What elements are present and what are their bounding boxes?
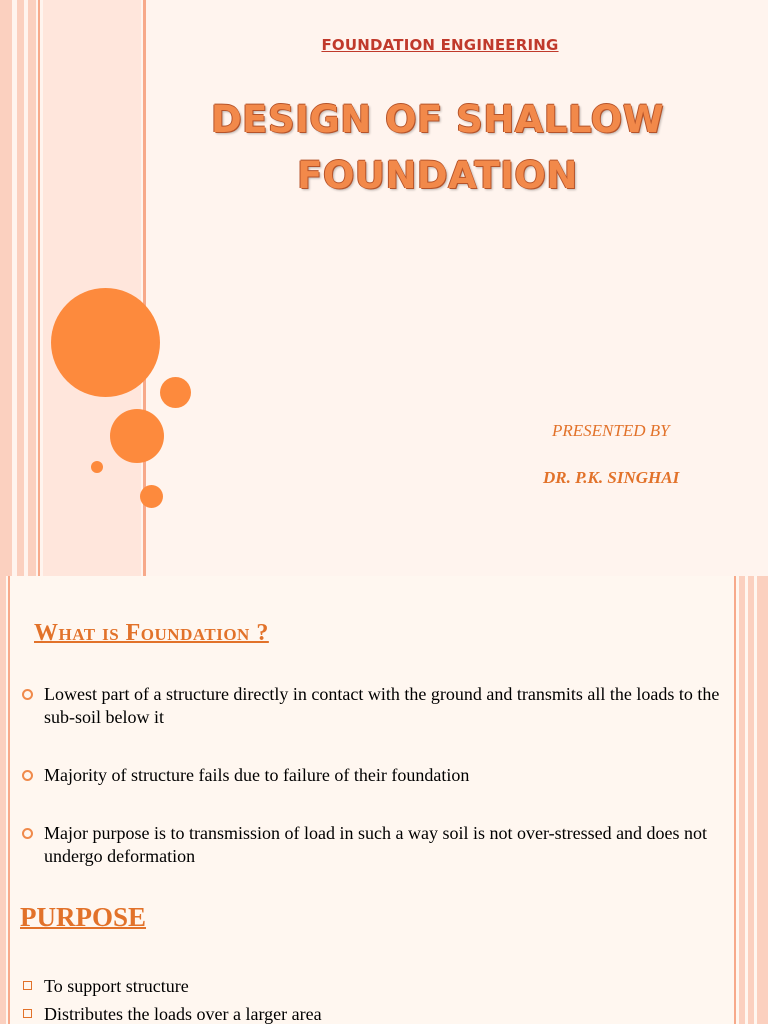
bullet-circle-icon [22,828,33,839]
decorative-band [0,576,6,1024]
decorative-band [17,0,24,576]
decorative-circle-small [140,485,163,508]
decorative-circle-tiny [91,461,103,473]
list-item [22,972,722,1000]
author-name: DR. P.K. SINGHAI [543,468,680,487]
decorative-line [38,0,40,576]
bullet-circle-icon [22,689,33,700]
bullet-square-icon [23,981,32,990]
purpose-heading: PURPOSE [20,902,147,932]
decorative-line [734,576,736,1024]
bullet-list [22,683,722,903]
course-subtitle: FOUNDATION ENGINEERING [321,36,559,54]
decorative-band [748,576,754,1024]
list-item [22,683,722,729]
decorative-band [0,0,12,576]
list-item-text: Distributes the loads over a larger area [44,1004,322,1024]
decorative-circle-medium [110,409,164,463]
list-item-text: Majority of structure fails due to failure of their foundation [44,765,470,785]
list-item [22,1000,722,1024]
decorative-band [43,0,141,576]
decorative-band [757,576,768,1024]
list-item [22,764,722,787]
section-heading: What is Foundation ? [34,620,269,646]
purpose-list [22,972,722,1024]
list-item-text: Lowest part of a structure directly in contact with the ground and transmits all the loads to the sub-soil below it [44,684,720,727]
list-item-text: Major purpose is to transmission of load in such a way soil is not over-stressed and does not undergo deformation [44,823,708,866]
decorative-circle-large [51,288,160,397]
decorative-band [28,0,36,576]
decorative-line [8,576,10,1024]
slide-title [200,92,675,204]
title-line-2: FOUNDATION [297,154,578,197]
bullet-circle-icon [22,770,33,781]
content-slide [0,576,768,1024]
decorative-circle-small [160,377,191,408]
list-item [22,822,722,868]
list-item-text: To support structure [44,976,189,996]
bullet-square-icon [23,1009,32,1018]
title-line-1: DESIGN OF SHALLOW [210,98,665,141]
decorative-band [739,576,745,1024]
presented-by-label: PRESENTED BY [552,421,670,440]
